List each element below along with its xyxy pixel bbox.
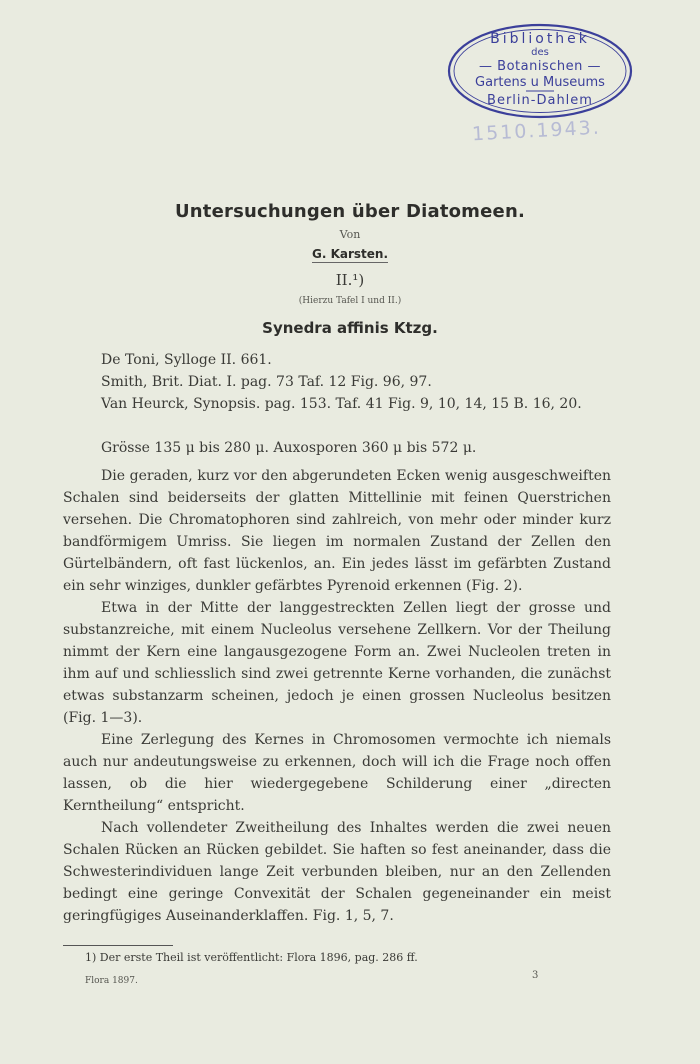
paragraph: Die geraden, kurz vor den abgerundeten Ecken wenig ausgeschweiften Schalen sind beiderseits der glatten Mittellinie mit feinen Querstrichen versehen. Die Chromatophoren sind zahlreich, von mehr oder minder kurz bandförmigem Umriss. Sie liegen im normalen Zustand der Zellen den Gürtelbändern, oft fast lückenlos, an. Ein jedes lässt im gefärbten Zustand ein sehr winziges, dunkler gefärbtes Pyrenoid erkennen (Fig. 2). (63, 468, 611, 594)
accession-number: 1510.1943. (471, 116, 602, 146)
reference-line: Van Heurck, Synopsis. pag. 153. Taf. 41 Fig. 9, 10, 14, 15 B. 16, 20. (101, 396, 582, 412)
stamp-line-berlin: Berlin-Dahlem (487, 93, 593, 108)
section-title: Synedra affinis Ktzg. (262, 319, 438, 337)
byline-von: Von (339, 228, 361, 241)
author-underline (312, 262, 388, 263)
page-number: 3 (532, 970, 539, 981)
body-text (63, 465, 611, 927)
stamp-line-bibliothek: Bibliothek (490, 31, 590, 47)
stamp-line-gartens: Gartens u Museums (475, 75, 605, 90)
part-number: II.¹) (335, 271, 365, 289)
footnote: 1) Der erste Theil ist veröffentlicht: Flora 1896, pag. 286 ff. (85, 951, 418, 964)
library-stamp (446, 22, 634, 120)
journal-footer: Flora 1897. (85, 976, 138, 986)
author-name: G. Karsten. (311, 247, 389, 261)
paragraph: Eine Zerlegung des Kernes in Chromosomen vermochte ich niemals auch nur andeutungsweise zu erkennen, doch will ich die Frage noch offen lassen, ob die hier wiedergegebene Schilderung einer „directen Kerntheilung“ entspricht. (63, 732, 611, 814)
article-title: Untersuchungen über Diatomeen. (174, 201, 526, 222)
stamp-line-des: des (531, 47, 549, 58)
reference-line: Smith, Brit. Diat. I. pag. 73 Taf. 12 Fig. 96, 97. (101, 374, 432, 390)
stamp-line-botanischen: — Botanischen — (479, 59, 601, 74)
size-line: Grösse 135 μ bis 280 μ. Auxosporen 360 μ bis 572 μ. (101, 440, 477, 456)
plate-note: (Hierzu Tafel I und II.) (298, 296, 402, 306)
paragraph: Nach vollendeter Zweitheilung des Inhaltes werden die zwei neuen Schalen Rücken an Rücken gebildet. Sie haften so fest aneinander, dass die Schwesterindividuen lange Zeit verbunden bleiben, nur an den Zellenden bedingt eine geringe Convexität der Schalen gegeneinander ein meist geringfügiges Auseinanderklaffen. Fig. 1, 5, 7. (63, 820, 611, 924)
paragraph: Etwa in der Mitte der langgestreckten Zellen liegt der grosse und substanzreiche, mit einem Nucleolus versehene Zellkern. Vor der Theilung nimmt der Kern eine langausgezogene Form an. Zwei Nucleolen treten in ihm auf und schliesslich sind zwei getrennte Kerne vorhanden, die zunächst etwas substanzarm scheinen, jedoch je einen grossen Nucleolus besitzen (Fig. 1—3). (63, 600, 611, 726)
reference-line: De Toni, Sylloge II. 661. (101, 352, 272, 368)
footnote-divider (63, 945, 173, 946)
